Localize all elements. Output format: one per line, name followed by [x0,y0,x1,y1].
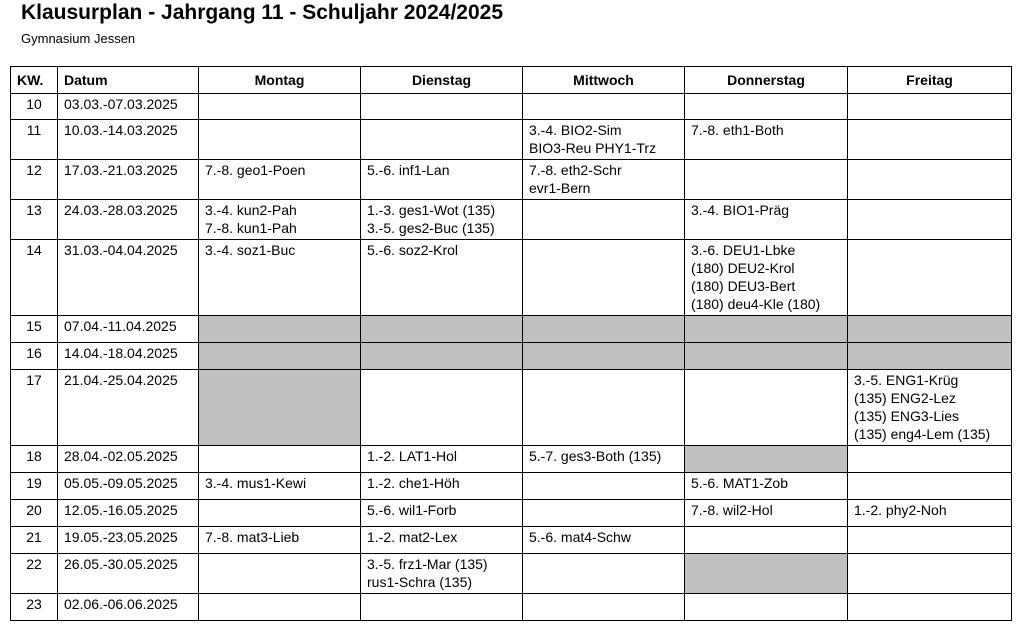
day-cell-donnerstag [685,160,848,200]
day-cell-mittwoch [523,473,685,500]
exam-entry-line: (135) ENG3-Lies [854,408,960,424]
week-row [11,94,1012,120]
exam-schedule-table [10,66,1012,621]
day-cell-freitag [848,473,1012,500]
day-cell-donnerstag [685,94,848,120]
column-header-kw: KW. [11,67,58,94]
exam-entry-line: 5.-6. mat4-Schw [529,529,631,545]
exam-entry-line: 3.-5. ENG1-Krüg [854,372,959,388]
day-cell-dienstag [361,527,523,554]
exam-entry-line: 1.-2. mat2-Lex [367,529,458,545]
day-cell-dienstag [361,446,523,473]
week-number-cell: 18 [11,446,58,473]
exam-entry-line: 5.-6. soz2-Krol [367,242,459,258]
day-cell-freitag [848,240,1012,316]
day-cell-freitag [848,527,1012,554]
exam-entry-line: 7.-8. wil2-Hol [691,502,773,518]
exam-entry-line: 7.-8. kun1-Pah [205,220,297,236]
day-cell-dienstag [361,120,523,160]
column-header-mittwoch: Mittwoch [523,67,685,94]
week-row [11,500,1012,527]
day-cell-montag [199,473,361,500]
exam-entry-line: rus1-Schra (135) [367,574,473,590]
week-number-cell: 21 [11,527,58,554]
header-row [11,67,1012,94]
exam-entry-line: 3.-4. BIO1-Präg [691,202,790,218]
week-number-cell: 20 [11,500,58,527]
day-cell-mittwoch [523,554,685,594]
week-row [11,316,1012,343]
exam-entry-line: 1.-2. che1-Höh [367,475,460,491]
day-cell-freitag [848,94,1012,120]
date-range-cell: 26.05.-30.05.2025 [58,554,199,594]
week-row [11,120,1012,160]
day-cell-dienstag [361,370,523,446]
day-cell-montag [199,316,361,343]
exam-entry-line: 1.-2. LAT1-Hol [367,448,457,464]
day-cell-mittwoch [523,594,685,621]
date-range-cell: 19.05.-23.05.2025 [58,527,199,554]
week-number-cell: 23 [11,594,58,621]
day-cell-dienstag [361,240,523,316]
exam-entry-line: (180) deu4-Kle (180) [691,296,821,312]
exam-entry-line: 3.-5. frz1-Mar (135) [367,556,488,572]
week-row [11,370,1012,446]
column-header-freitag: Freitag [848,67,1012,94]
week-number-cell: 11 [11,120,58,160]
week-row [11,446,1012,473]
date-range-cell: 02.06.-06.06.2025 [58,594,199,621]
day-cell-mittwoch [523,500,685,527]
column-header-montag: Montag [199,67,361,94]
day-cell-donnerstag [685,527,848,554]
day-cell-freitag [848,594,1012,621]
week-row [11,240,1012,316]
week-row [11,527,1012,554]
week-number-cell: 12 [11,160,58,200]
date-range-cell: 12.05.-16.05.2025 [58,500,199,527]
day-cell-mittwoch [523,370,685,446]
day-cell-freitag [848,370,1012,446]
date-range-cell: 21.04.-25.04.2025 [58,370,199,446]
day-cell-dienstag [361,343,523,370]
day-cell-montag [199,500,361,527]
date-range-cell: 17.03.-21.03.2025 [58,160,199,200]
day-cell-freitag [848,160,1012,200]
column-header-dienstag: Dienstag [361,67,523,94]
week-number-cell: 19 [11,473,58,500]
exam-entry-line: 5.-6. inf1-Lan [367,162,450,178]
day-cell-dienstag [361,94,523,120]
exam-entry-line: (135) eng4-Lem (135) [854,426,991,442]
day-cell-mittwoch [523,200,685,240]
day-cell-dienstag [361,200,523,240]
exam-entry-line: 7.-8. geo1-Poen [205,162,306,178]
day-cell-freitag [848,446,1012,473]
day-cell-dienstag [361,554,523,594]
exam-entry-line: BIO3-Reu PHY1-Trz [529,140,657,156]
day-cell-mittwoch [523,120,685,160]
week-number-cell: 10 [11,94,58,120]
date-range-cell: 31.03.-04.04.2025 [58,240,199,316]
day-cell-dienstag [361,594,523,621]
exam-entry-line: 5.-6. wil1-Forb [367,502,457,518]
day-cell-mittwoch [523,316,685,343]
day-cell-montag [199,343,361,370]
date-range-cell: 24.03.-28.03.2025 [58,200,199,240]
date-range-cell: 07.04.-11.04.2025 [58,316,199,343]
day-cell-freitag [848,343,1012,370]
school-name: Gymnasium Jessen [21,31,136,46]
week-row [11,473,1012,500]
day-cell-donnerstag [685,370,848,446]
exam-entry-line: 7.-8. mat3-Lieb [205,529,300,545]
week-row [11,554,1012,594]
week-number-cell: 16 [11,343,58,370]
week-row [11,200,1012,240]
day-cell-freitag [848,120,1012,160]
day-cell-donnerstag [685,200,848,240]
exam-entry-line: (180) DEU3-Bert [691,278,796,294]
day-cell-dienstag [361,160,523,200]
column-header-donnerstag: Donnerstag [685,67,848,94]
exam-entry-line: 1.-3. ges1-Wot (135) [367,202,496,218]
day-cell-dienstag [361,500,523,527]
exam-entry-line: 3.-4. BIO2-Sim [529,122,622,138]
day-cell-freitag [848,200,1012,240]
day-cell-mittwoch [523,160,685,200]
exam-entry-line: 5.-6. MAT1-Zob [691,475,788,491]
exam-entry-line: 3.-4. soz1-Buc [205,242,296,258]
exam-entry-line: 1.-2. phy2-Noh [854,502,947,518]
date-range-cell: 14.04.-18.04.2025 [58,343,199,370]
date-range-cell: 10.03.-14.03.2025 [58,120,199,160]
week-number-cell: 13 [11,200,58,240]
week-number-cell: 22 [11,554,58,594]
day-cell-montag [199,370,361,446]
exam-entry-line: 3.-4. kun2-Pah [205,202,297,218]
exam-entry-line: 5.-7. ges3-Both (135) [529,448,662,464]
day-cell-montag [199,94,361,120]
week-row [11,594,1012,621]
day-cell-donnerstag [685,500,848,527]
day-cell-freitag [848,500,1012,527]
exam-entry-line: evr1-Bern [529,180,591,196]
date-range-cell: 03.03.-07.03.2025 [58,94,199,120]
day-cell-montag [199,594,361,621]
day-cell-montag [199,527,361,554]
day-cell-donnerstag [685,316,848,343]
day-cell-montag [199,240,361,316]
day-cell-donnerstag [685,343,848,370]
day-cell-donnerstag [685,554,848,594]
day-cell-montag [199,160,361,200]
exam-entry-line: (180) DEU2-Krol [691,260,795,276]
day-cell-mittwoch [523,240,685,316]
day-cell-montag [199,554,361,594]
day-cell-montag [199,446,361,473]
day-cell-donnerstag [685,120,848,160]
week-row [11,160,1012,200]
week-number-cell: 15 [11,316,58,343]
day-cell-montag [199,200,361,240]
week-row [11,343,1012,370]
day-cell-montag [199,120,361,160]
exam-entry-line: 3.-4. mus1-Kewi [205,475,307,491]
day-cell-donnerstag [685,473,848,500]
day-cell-dienstag [361,316,523,343]
day-cell-mittwoch [523,527,685,554]
exam-entry-line: 3.-6. DEU1-Lbke [691,242,796,258]
day-cell-donnerstag [685,446,848,473]
exam-entry-line: 3.-5. ges2-Buc (135) [367,220,495,236]
day-cell-mittwoch [523,343,685,370]
date-range-cell: 05.05.-09.05.2025 [58,473,199,500]
day-cell-freitag [848,554,1012,594]
exam-entry-line: 7.-8. eth1-Both [691,122,784,138]
page-title: Klausurplan - Jahrgang 11 - Schuljahr 2024/2025 [21,1,504,24]
day-cell-mittwoch [523,94,685,120]
day-cell-freitag [848,316,1012,343]
column-header-datum: Datum [58,67,199,94]
day-cell-donnerstag [685,240,848,316]
exam-entry-line: 7.-8. eth2-Schr [529,162,622,178]
day-cell-donnerstag [685,594,848,621]
week-number-cell: 14 [11,240,58,316]
day-cell-dienstag [361,473,523,500]
day-cell-mittwoch [523,446,685,473]
week-number-cell: 17 [11,370,58,446]
exam-entry-line: (135) ENG2-Lez [854,390,956,406]
date-range-cell: 28.04.-02.05.2025 [58,446,199,473]
